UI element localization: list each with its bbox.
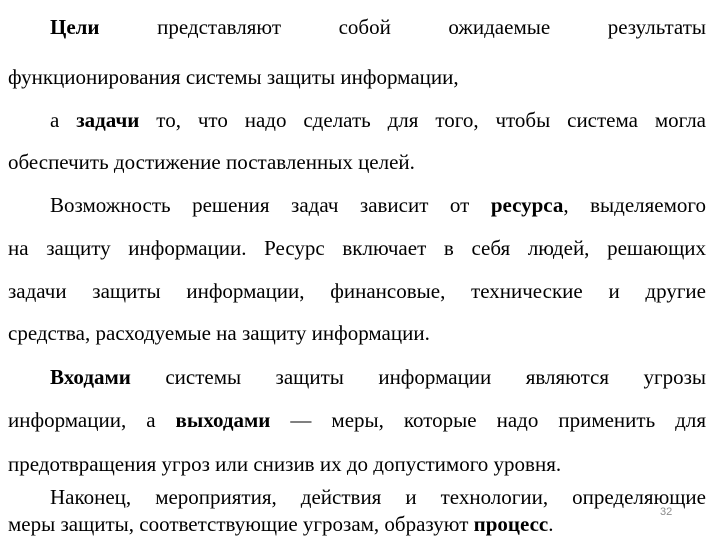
- para3-line1: Возможность решения задач зависит от ресурса, выделяемого: [50, 193, 706, 217]
- para3-line2: на защиту информации. Ресурс включает в себя людей, решающих: [8, 236, 706, 260]
- term-tasks: задачи: [76, 108, 140, 132]
- para3-line4: средства, расходуемые на защиту информации.: [8, 321, 430, 345]
- para2-line2: обеспечить достижение поставленных целей.: [8, 150, 415, 174]
- term-goals: Цели: [50, 15, 100, 39]
- slide-number: 32: [660, 506, 673, 518]
- para2-line1: а задачи то, что надо сделать для того, чтобы система могла: [50, 108, 706, 132]
- term-resource: ресурса: [490, 193, 564, 217]
- para4-line2: информации, а выходами — меры, которые надо применить для: [8, 408, 706, 432]
- para4-line3: предотвращения угроз или снизив их до допустимого уровня.: [8, 452, 562, 476]
- para5-line1: Наконец, мероприятия, действия и технологии, определяющие: [50, 485, 706, 509]
- para4-line1: Входами системы защиты информации являются угрозы: [50, 365, 706, 389]
- term-outputs: выходами: [175, 408, 271, 432]
- para1-line1: Цели представляют собой ожидаемые результаты: [50, 15, 706, 39]
- term-inputs: Входами: [50, 365, 131, 389]
- para1-line2: функционирования системы защиты информации,: [8, 65, 459, 89]
- para5-line2: меры защиты, соответствующие угрозам, образуют процесс.: [8, 512, 554, 536]
- para3-line3: задачи защиты информации, финансовые, технические и другие: [8, 279, 706, 303]
- term-process: процесс: [473, 512, 549, 536]
